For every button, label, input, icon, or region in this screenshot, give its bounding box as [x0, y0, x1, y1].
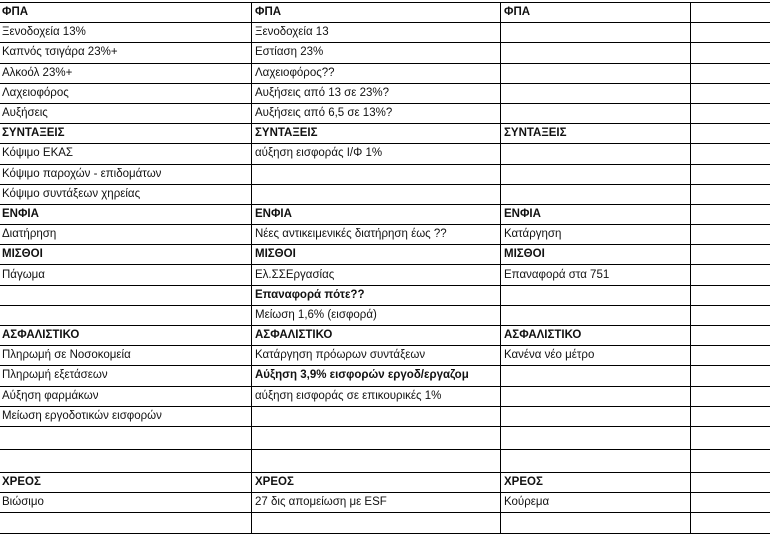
table-cell[interactable]	[501, 513, 691, 533]
spreadsheet-body	[0, 3, 770, 534]
table-cell[interactable]	[691, 3, 770, 23]
table-cell[interactable]: Αυξήσεις από 13 σε 23%?	[252, 83, 501, 103]
table-cell[interactable]: Αυξήσεις από 6,5 σε 13%?	[252, 103, 501, 123]
table-cell[interactable]: Εστίαση 23%	[252, 43, 501, 63]
table-cell[interactable]: Νέες αντικειμενικές διατήρηση έως ??	[252, 225, 501, 245]
table-cell[interactable]: Βιώσιμο	[0, 493, 252, 513]
table-row	[0, 472, 770, 492]
table-cell[interactable]	[691, 493, 770, 513]
table-row	[0, 265, 770, 285]
table-cell[interactable]	[691, 23, 770, 43]
table-cell[interactable]	[691, 426, 770, 449]
table-cell[interactable]: Επαναφορά στα 751	[501, 265, 691, 285]
table-cell[interactable]: αύξηση εισφοράς Ι/Φ 1%	[252, 144, 501, 164]
table-row	[0, 426, 770, 449]
table-row	[0, 23, 770, 43]
table-cell[interactable]: Επαναφορά πότε??	[252, 285, 501, 305]
table-row	[0, 406, 770, 426]
table-cell[interactable]	[252, 184, 501, 204]
table-cell[interactable]: ΣΥΝΤΑΞΕΙΣ	[252, 124, 501, 144]
table-cell[interactable]: ΕΝΦΙΑ	[252, 204, 501, 224]
table-row	[0, 366, 770, 386]
table-cell[interactable]: Πληρωμή εξετάσεων	[0, 366, 252, 386]
table-cell[interactable]	[691, 305, 770, 325]
table-cell[interactable]	[501, 285, 691, 305]
table-cell[interactable]: ΧΡΕΟΣ	[501, 472, 691, 492]
table-cell[interactable]	[501, 164, 691, 184]
table-cell[interactable]	[691, 326, 770, 346]
table-cell[interactable]	[501, 305, 691, 325]
table-cell[interactable]: Ξενοδοχεία 13%	[0, 23, 252, 43]
table-cell[interactable]	[691, 225, 770, 245]
table-cell[interactable]: Ξενοδοχεία 13	[252, 23, 501, 43]
table-cell[interactable]: Κόψιμο ΕΚΑΣ	[0, 144, 252, 164]
table-row	[0, 144, 770, 164]
table-cell[interactable]: Μείωση εργοδοτικών εισφορών	[0, 406, 252, 426]
table-cell[interactable]: Πληρωμή σε Νοσοκομεία	[0, 346, 252, 366]
table-cell[interactable]: Κατάργηση	[501, 225, 691, 245]
table-cell[interactable]	[691, 406, 770, 426]
table-cell[interactable]: ΜΙΣΘΟΙ	[252, 245, 501, 265]
table-cell[interactable]	[691, 164, 770, 184]
table-cell[interactable]: Καπνός τσιγάρα 23%+	[0, 43, 252, 63]
table-cell[interactable]	[501, 23, 691, 43]
table-cell[interactable]	[252, 164, 501, 184]
table-cell[interactable]: ΦΠΑ	[0, 3, 252, 23]
table-row	[0, 326, 770, 346]
table-cell[interactable]: Αύξηση φαρμάκων	[0, 386, 252, 406]
table-cell[interactable]	[252, 406, 501, 426]
table-cell[interactable]	[0, 305, 252, 325]
table-cell[interactable]	[691, 103, 770, 123]
table-cell[interactable]: 27 δις απομείωση με ESF	[252, 493, 501, 513]
table-cell[interactable]	[252, 449, 501, 472]
table-cell[interactable]	[252, 426, 501, 449]
table-cell[interactable]: αύξηση εισφοράς σε επικουρικές 1%	[252, 386, 501, 406]
table-cell[interactable]: ΕΝΦΙΑ	[0, 204, 252, 224]
table-cell[interactable]	[0, 449, 252, 472]
table-row	[0, 346, 770, 366]
table-cell[interactable]: ΑΣΦΑΛΙΣΤΙΚΟ	[501, 326, 691, 346]
table-cell[interactable]: ΑΣΦΑΛΙΣΤΙΚΟ	[0, 326, 252, 346]
table-cell[interactable]: Αύξηση 3,9% εισφορών εργοδ/εργαζομ	[252, 366, 501, 386]
table-cell[interactable]: Κανένα νέο μέτρο	[501, 346, 691, 366]
table-cell[interactable]: Λαχειοφόρος	[0, 83, 252, 103]
table-cell[interactable]	[691, 83, 770, 103]
table-row	[0, 493, 770, 513]
table-cell[interactable]: Κόψιμο παροχών - επιδομάτων	[0, 164, 252, 184]
table-cell[interactable]: Λαχειοφόρος??	[252, 63, 501, 83]
table-cell[interactable]	[691, 63, 770, 83]
table-cell[interactable]	[691, 472, 770, 492]
table-row	[0, 386, 770, 406]
table-row	[0, 204, 770, 224]
table-cell[interactable]: Μείωση 1,6% (εισφορά)	[252, 305, 501, 325]
table-row	[0, 164, 770, 184]
table-cell[interactable]	[501, 63, 691, 83]
table-cell[interactable]: Κούρεμα	[501, 493, 691, 513]
table-row	[0, 124, 770, 144]
table-cell[interactable]: Αλκοόλ 23%+	[0, 63, 252, 83]
table-cell[interactable]	[0, 426, 252, 449]
table-row	[0, 63, 770, 83]
table-cell[interactable]	[252, 513, 501, 533]
table-cell[interactable]	[691, 245, 770, 265]
table-cell[interactable]	[0, 513, 252, 533]
table-row	[0, 245, 770, 265]
table-row	[0, 513, 770, 533]
table-row	[0, 184, 770, 204]
table-cell[interactable]	[691, 144, 770, 164]
table-cell[interactable]	[501, 406, 691, 426]
table-cell[interactable]: Ελ.ΣΣΕργασίας	[252, 265, 501, 285]
table-cell[interactable]	[691, 265, 770, 285]
table-row	[0, 43, 770, 63]
table-cell[interactable]	[501, 184, 691, 204]
table-row	[0, 225, 770, 245]
table-cell[interactable]	[691, 184, 770, 204]
table-cell[interactable]: ΜΙΣΘΟΙ	[501, 245, 691, 265]
table-cell[interactable]	[691, 366, 770, 386]
table-cell[interactable]	[691, 449, 770, 472]
table-cell[interactable]	[501, 43, 691, 63]
table-cell[interactable]	[691, 43, 770, 63]
table-cell[interactable]	[501, 366, 691, 386]
table-cell[interactable]: ΣΥΝΤΑΞΕΙΣ	[501, 124, 691, 144]
table-cell[interactable]: Αυξήσεις	[0, 103, 252, 123]
table-row	[0, 305, 770, 325]
table-cell[interactable]	[501, 449, 691, 472]
table-cell[interactable]	[501, 103, 691, 123]
table-row	[0, 83, 770, 103]
table-cell[interactable]: ΕΝΦΙΑ	[501, 204, 691, 224]
table-cell[interactable]: ΦΠΑ	[501, 3, 691, 23]
table-cell[interactable]	[691, 386, 770, 406]
table-cell[interactable]: ΦΠΑ	[252, 3, 501, 23]
table-cell[interactable]: Πάγωμα	[0, 265, 252, 285]
table-cell[interactable]: ΧΡΕΟΣ	[0, 472, 252, 492]
table-row	[0, 103, 770, 123]
table-row	[0, 285, 770, 305]
table-cell[interactable]	[501, 83, 691, 103]
table-cell[interactable]: Κόψιμο συντάξεων χηρείας	[0, 184, 252, 204]
table-row	[0, 3, 770, 23]
table-row	[0, 449, 770, 472]
table-cell[interactable]	[501, 386, 691, 406]
table-cell[interactable]: ΜΙΣΘΟΙ	[0, 245, 252, 265]
table-cell[interactable]	[691, 204, 770, 224]
table-cell[interactable]	[501, 426, 691, 449]
table-cell[interactable]: ΧΡΕΟΣ	[252, 472, 501, 492]
table-cell[interactable]	[691, 513, 770, 533]
table-cell[interactable]	[691, 124, 770, 144]
table-cell[interactable]	[501, 144, 691, 164]
table-cell[interactable]	[691, 346, 770, 366]
table-cell[interactable]	[0, 285, 252, 305]
table-cell[interactable]: Διατήρηση	[0, 225, 252, 245]
table-cell[interactable]	[691, 285, 770, 305]
spreadsheet-table	[0, 2, 770, 534]
table-cell[interactable]: ΑΣΦΑΛΙΣΤΙΚΟ	[252, 326, 501, 346]
table-cell[interactable]: Κατάργηση πρόωρων συντάξεων	[252, 346, 501, 366]
table-cell[interactable]: ΣΥΝΤΑΞΕΙΣ	[0, 124, 252, 144]
